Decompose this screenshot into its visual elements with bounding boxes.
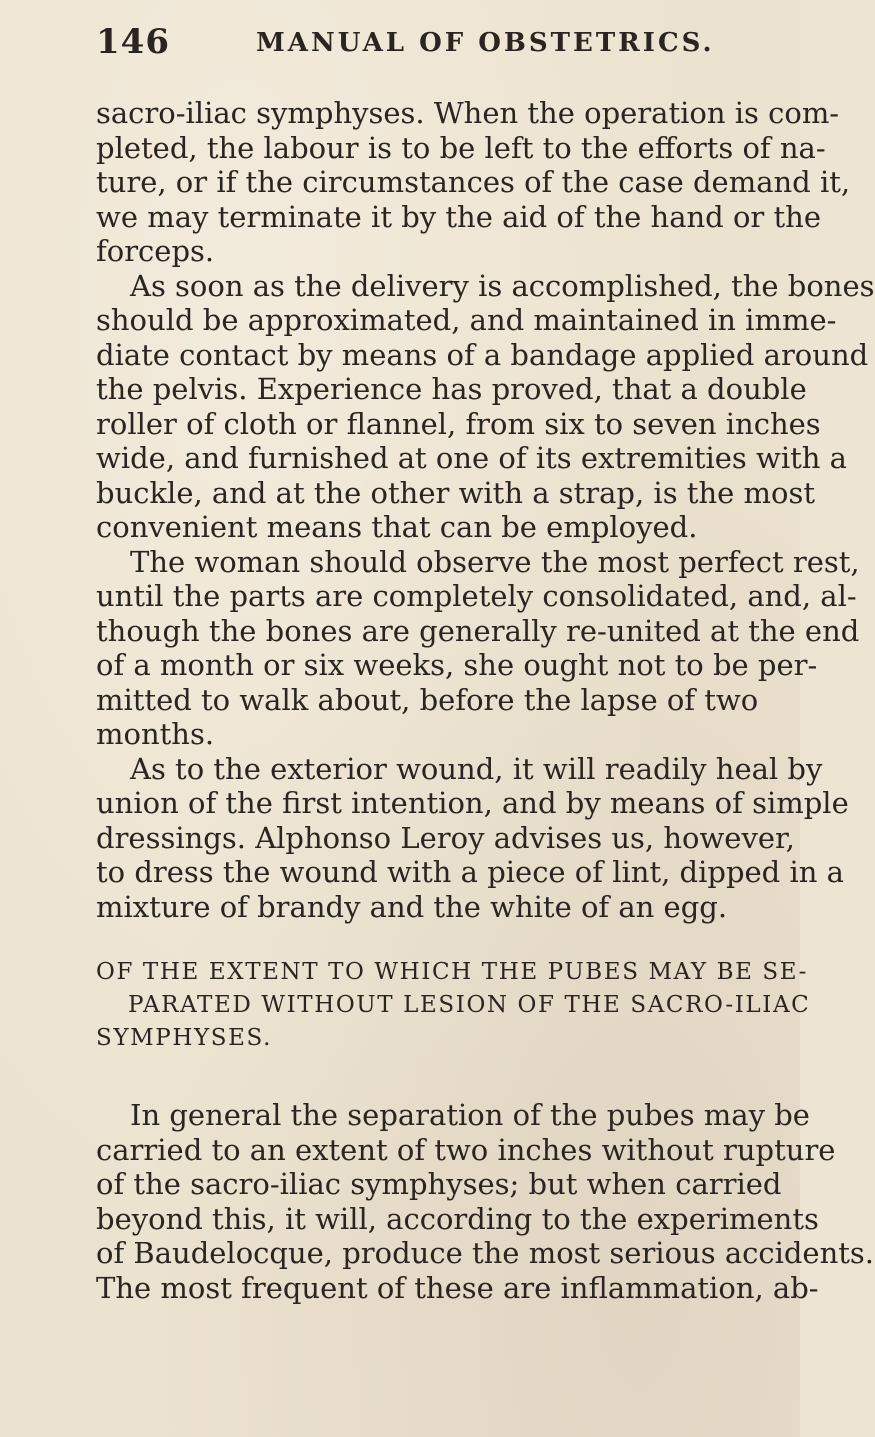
text-line: The most frequent of these are inflammation, ab-: [96, 1270, 819, 1305]
heading-line: OF THE EXTENT TO WHICH THE PUBES MAY BE SE-: [96, 959, 808, 985]
text-line: wide, and furnished at one of its extremities with a: [96, 441, 847, 475]
text-line: carried to an extent of two inches without rupture: [96, 1132, 836, 1167]
text-line: of the sacro-iliac symphyses; but when carried: [96, 1167, 782, 1201]
text-line: months.: [96, 717, 215, 751]
text-line: diate contact by means of a bandage applied around: [96, 337, 869, 372]
body-text-top: [96, 96, 875, 924]
text-line: the pelvis. Experience has proved, that a double: [96, 372, 807, 406]
text-line: mixture of brandy and the white of an egg.: [96, 889, 728, 924]
text-line: buckle, and at the other with a strap, is the most: [96, 475, 816, 510]
section-heading: [96, 956, 811, 1055]
text-line: ture, or if the circumstances of the case demand it,: [96, 165, 851, 199]
text-line: sacro-iliac symphyses. When the operation is com-: [96, 96, 840, 130]
text-line: As to the exterior wound, it will readily heal by: [130, 751, 823, 786]
text-line: The woman should observe the most perfect rest,: [130, 544, 860, 579]
text-line: In general the separation of the pubes may be: [130, 1098, 810, 1132]
heading-line: PARATED WITHOUT LESION OF THE SACRO-ILIAC: [128, 992, 811, 1018]
text-line: though the bones are generally re-united at the end: [96, 613, 860, 648]
running-title: MANUAL OF OBSTETRICS.: [256, 28, 715, 58]
text-line: forceps.: [96, 234, 215, 268]
text-line: to dress the wound with a piece of lint, dipped in a: [96, 855, 844, 889]
text-line: union of the first intention, and by means of simple: [96, 786, 849, 820]
running-head: [96, 22, 756, 66]
text-line: roller of cloth or flannel, from six to seven inches: [96, 406, 821, 441]
text-line: of a month or six weeks, she ought not to be per-: [96, 648, 818, 682]
text-line: convenient means that can be employed.: [96, 510, 698, 544]
text-line: should be approximated, and maintained in imme-: [96, 303, 837, 337]
text-line: of Baudelocque, produce the most serious accidents.: [96, 1236, 875, 1270]
body-text-bottom: [96, 1098, 875, 1305]
text-line: beyond this, it will, according to the experiments: [96, 1201, 819, 1236]
page-number: 146: [96, 22, 170, 62]
text-line: we may terminate it by the aid of the hand or the: [96, 199, 821, 234]
text-line: until the parts are completely consolidated, and, al-: [96, 579, 857, 613]
heading-line: SYMPHYSES.: [96, 1025, 273, 1051]
text-line: mitted to walk about, before the lapse of two: [96, 682, 759, 717]
text-line: As soon as the delivery is accomplished, the bones: [130, 268, 875, 303]
text-line: dressings. Alphonso Leroy advises us, however,: [96, 820, 795, 855]
text-line: pleted, the labour is to be left to the efforts of na-: [96, 130, 826, 165]
